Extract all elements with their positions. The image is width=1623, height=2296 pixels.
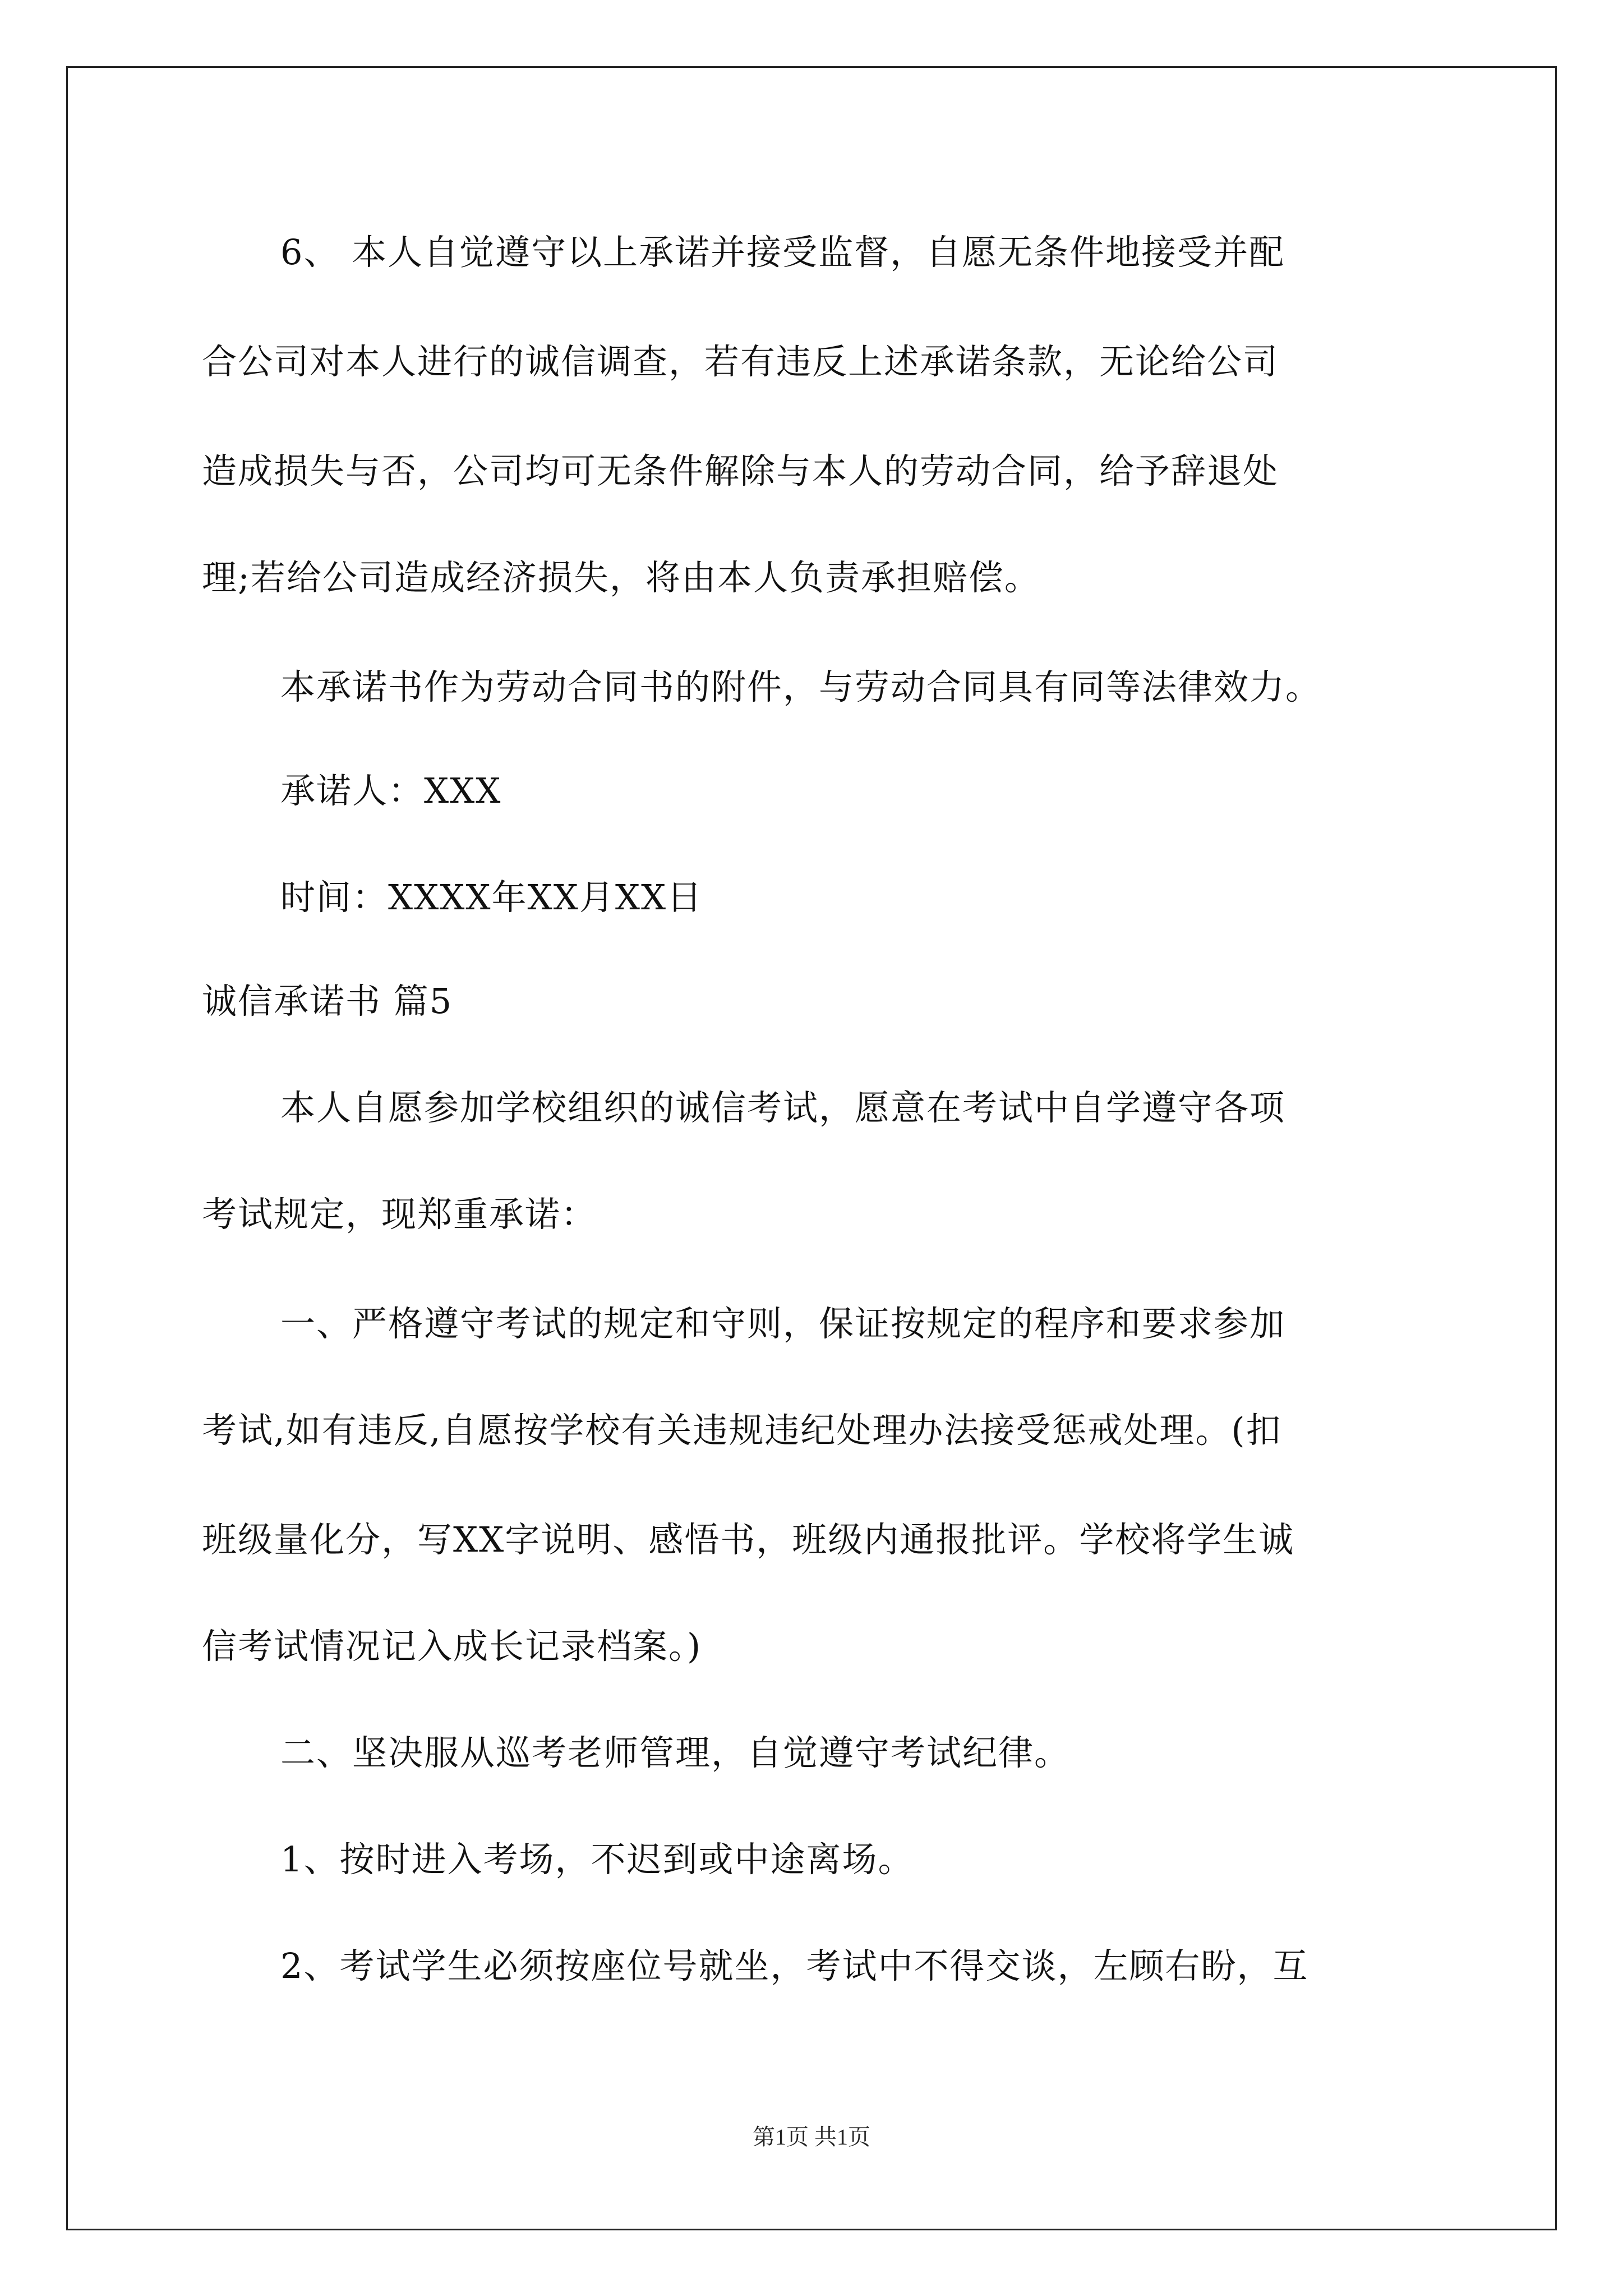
- page-footer: 第1页 共1页: [753, 2124, 870, 2150]
- signatory-line: 承诺人：XXX: [280, 770, 502, 811]
- paragraph-line: 信考试情况记入成长记录档案。): [202, 1626, 702, 1667]
- paragraph-line: 造成损失与否，公司均可无条件解除与本人的劳动合同，给予辞退处: [202, 450, 1279, 491]
- paragraph-line: 6、 本人自觉遵守以上承诺并接受监督，自愿无条件地接受并配: [280, 232, 1285, 273]
- paragraph-line: 二、坚决服从巡考老师管理，自觉遵守考试纪律。: [280, 1732, 1071, 1773]
- paragraph-line: 理;若给公司造成经济损失，将由本人负责承担赔偿。: [202, 557, 1040, 598]
- paragraph-line: 1、按时进入考场，不迟到或中途离场。: [280, 1839, 914, 1880]
- paragraph-line: 考试规定，现郑重承诺：: [202, 1194, 597, 1235]
- paragraph-line: 本承诺书作为劳动合同书的附件，与劳动合同具有同等法律效力。: [280, 666, 1322, 707]
- section-heading: 诚信承诺书 篇5: [202, 981, 453, 1022]
- paragraph-line: 2、考试学生必须按座位号就坐，考试中不得交谈，左顾右盼，互: [280, 1945, 1309, 1986]
- date-line: 时间：XXXX年XX月XX日: [280, 877, 703, 918]
- paragraph-line: 班级量化分，写XX字说明、感悟书，班级内通报批评。学校将学生诚: [202, 1519, 1295, 1560]
- paragraph-line: 合公司对本人进行的诚信调查，若有违反上述承诺条款，无论给公司: [202, 341, 1279, 382]
- paragraph-line: 考试,如有违反,自愿按学校有关违规违纪处理办法接受惩戒处理。(扣: [202, 1410, 1282, 1451]
- paragraph-line: 一、严格遵守考试的规定和守则，保证按规定的程序和要求参加: [280, 1303, 1286, 1344]
- paragraph-line: 本人自愿参加学校组织的诚信考试，愿意在考试中自学遵守各项: [280, 1087, 1286, 1128]
- page-border: [66, 66, 1557, 2230]
